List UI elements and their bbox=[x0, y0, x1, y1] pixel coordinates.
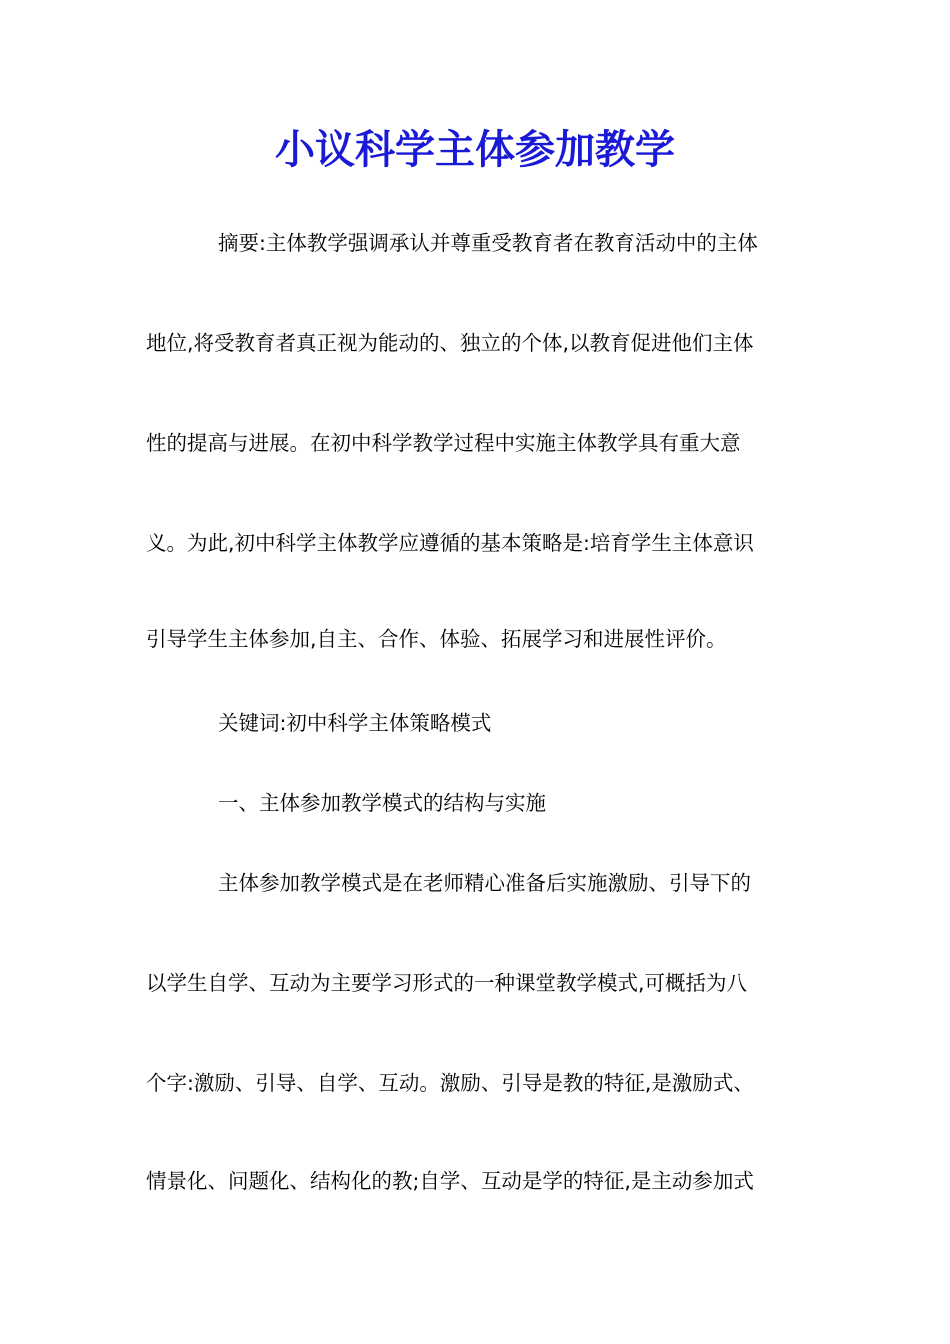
body-line-1: 主体参加教学模式是在老师精心准备后实施激励、引导下的 bbox=[218, 871, 751, 895]
abstract-line-5: 引导学生主体参加,自主、合作、体验、拓展学习和进展性评价。 bbox=[146, 627, 727, 651]
abstract-line-3: 性的提高与进展。在初中科学教学过程中实施主体教学具有重大意 bbox=[146, 431, 741, 455]
abstract-line-4: 义。为此,初中科学主体教学应遵循的基本策略是:培育学生主体意识 bbox=[146, 531, 754, 555]
abstract-line-1: 摘要:主体教学强调承认并尊重受教育者在教育活动中的主体 bbox=[218, 231, 758, 255]
abstract-line-2: 地位,将受教育者真正视为能动的、独立的个体,以教育促进他们主体 bbox=[146, 331, 754, 355]
body-line-4: 情景化、问题化、结构化的教;自学、互动是学的特征,是主动参加式 bbox=[146, 1169, 754, 1193]
body-line-3: 个字:激励、引导、自学、互动。激励、引导是教的特征,是激励式、 bbox=[146, 1071, 754, 1095]
body-line-2: 以学生自学、互动为主要学习形式的一种课堂教学模式,可概括为八 bbox=[146, 971, 748, 995]
keywords-line: 关键词:初中科学主体策略模式 bbox=[218, 711, 492, 735]
document-title: 小议科学主体参加教学 bbox=[275, 126, 675, 173]
section-heading-1: 一、主体参加教学模式的结构与实施 bbox=[218, 791, 546, 815]
